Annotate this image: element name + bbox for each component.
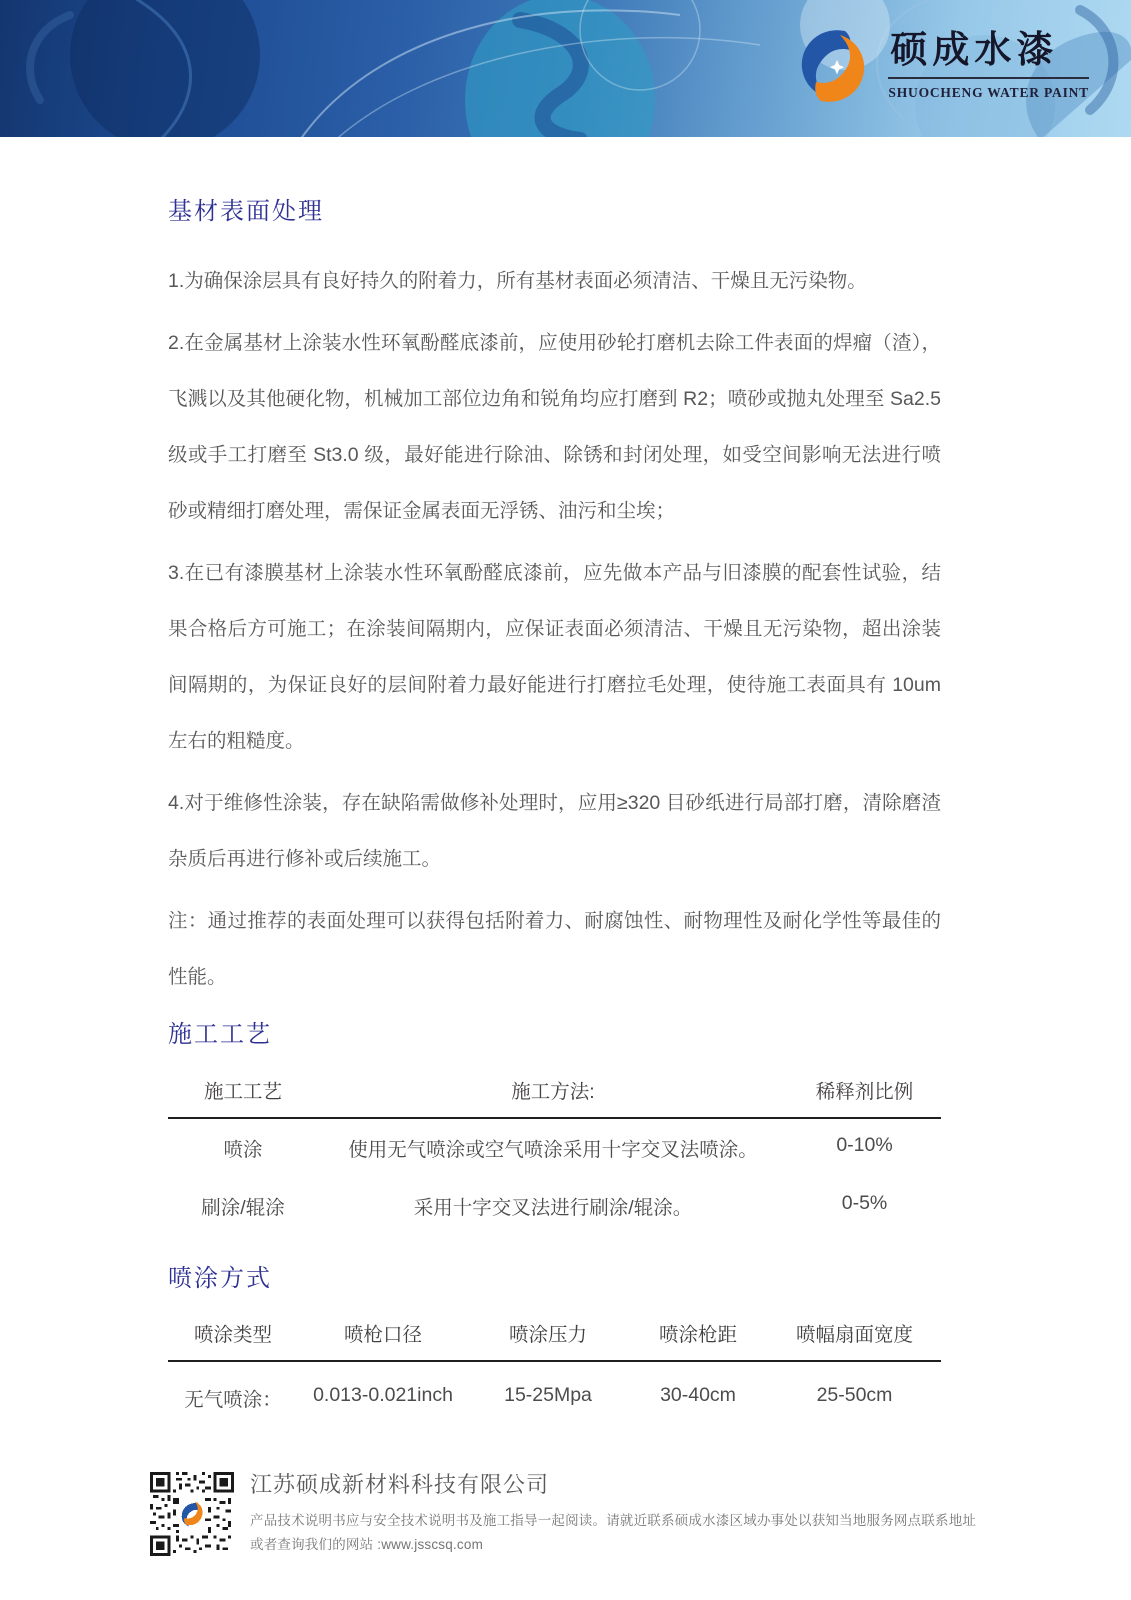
pressure-cell: 15-25Mpa	[504, 1384, 592, 1407]
shuocheng-sphere-logo-icon	[793, 24, 873, 108]
brand-name-cn: 硕成水漆	[888, 32, 1089, 79]
spray-table-header-row	[168, 1319, 941, 1362]
footer-note-line-1: 产品技术说明书应与安全技术说明书及施工指导一起阅读。请就近联系硕成水漆区域办事处以获知当地服务网点联系地址	[250, 1513, 977, 1528]
table-row	[168, 1362, 941, 1427]
surface-prep-note: 注：通过推荐的表面处理可以获得包括附着力、耐腐蚀性、耐物理性及耐化学性等最佳的性能。	[168, 909, 941, 988]
brand-text-block	[888, 29, 1089, 101]
table-row	[168, 1119, 941, 1177]
process-name-cell: 喷涂	[223, 1138, 263, 1161]
distance-cell: 30-40cm	[660, 1384, 736, 1407]
process-method-cell: 采用十字交叉法进行刷涂/辊涂。	[413, 1196, 693, 1219]
spray-type-cell: 无气喷涂：	[184, 1389, 282, 1412]
process-dilution-cell: 0-10%	[836, 1133, 893, 1156]
distance-col-header: 喷涂枪距	[658, 1324, 737, 1347]
fan-width-cell: 25-50cm	[816, 1384, 893, 1407]
surface-prep-paragraph-4: 4.对于维修性涂装，存在缺陷需做修补处理时，应用≥320 目砂纸进行局部打磨，清除磨渣杂质后再进行修补或后续施工。	[168, 791, 941, 870]
spray-type-col-header: 喷涂类型	[193, 1324, 272, 1347]
process-table	[168, 1076, 941, 1235]
process-name-cell: 刷涂/辊涂	[201, 1196, 285, 1219]
header-banner	[0, 0, 1131, 137]
footer-text-block	[250, 1466, 976, 1557]
table-row	[168, 1177, 941, 1235]
company-name: 江苏硕成新材料科技有限公司	[250, 1472, 550, 1497]
section-title-surface-prep: 基材表面处理	[168, 198, 324, 225]
pressure-col-header: 喷涂压力	[508, 1324, 587, 1347]
dilution-col-header: 稀释剂比例	[815, 1080, 914, 1103]
process-dilution-cell: 0-5%	[841, 1191, 888, 1214]
footer	[150, 1466, 976, 1557]
surface-prep-paragraph-3: 3.在已有漆膜基材上涂装水性环氧酚醛底漆前，应先做本产品与旧漆膜的配套性试验，结果合格后方可施工；在涂装间隔期内，应保证表面必须清洁、干燥且无污染物，超出涂装间隔期的，为保证良好的层间附着力最好能进行打磨拉毛处理，使待施工表面具有 10um 左右的粗糙度。	[168, 561, 941, 752]
section-title-spray: 喷涂方式	[168, 1264, 272, 1292]
nozzle-col-header: 喷枪口径	[343, 1324, 422, 1347]
surface-prep-paragraph-1: 1.为确保涂层具有良好持久的附着力，所有基材表面必须清洁、干燥且无污染物。	[168, 269, 867, 292]
process-method-cell: 使用无气喷涂或空气喷涂采用十字交叉法喷涂。	[348, 1138, 758, 1161]
brand-logo	[793, 24, 1089, 108]
spray-table	[168, 1319, 941, 1427]
nozzle-cell: 0.013-0.021inch	[313, 1384, 453, 1407]
brand-name-en: SHUOCHENG WATER PAINT	[888, 84, 1089, 100]
method-col-header: 施工方法:	[511, 1080, 595, 1103]
fan-width-col-header: 喷幅扇面宽度	[795, 1324, 913, 1347]
surface-prep-paragraph-2: 2.在金属基材上涂装水性环氧酚醛底漆前，应使用砂轮打磨机去除工件表面的焊瘤（渣），飞溅以及其他硬化物，机械加工部位边角和锐角均应打磨到 R2；喷砂或抛丸处理至 Sa2.5 级或手工打磨至 St3.0 级，最好能进行除油、除锈和封闭处理，如受空间影响无法进行喷砂或精细打磨处理，需保证金属表面无浮锈、油污和尘埃；	[168, 331, 941, 522]
footer-note-line-2: 或者查询我们的网站 :www.jsscsq.com	[250, 1537, 484, 1552]
document-content	[168, 198, 941, 1427]
process-col-header: 施工工艺	[203, 1080, 282, 1103]
section-title-process: 施工工艺	[168, 1020, 272, 1048]
qr-code	[150, 1472, 234, 1556]
process-table-header-row	[168, 1076, 941, 1119]
